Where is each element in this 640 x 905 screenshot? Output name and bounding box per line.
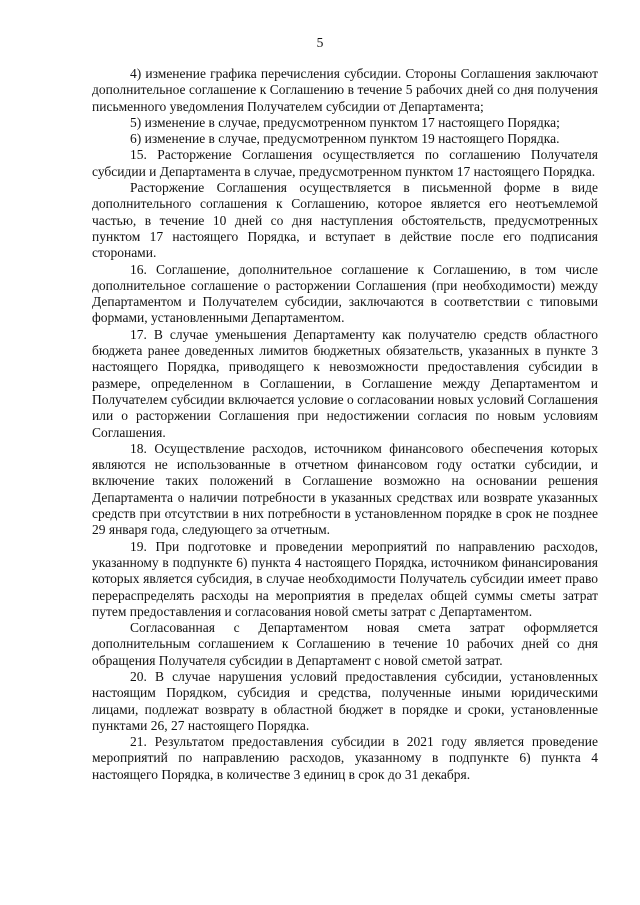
paragraph-15: 15. Расторжение Соглашения осуществляется по соглашению Получателя субсидии и Департамента в случае, предусмотренном пунктом 17 настоящего Порядка. (92, 147, 598, 179)
paragraph-item-6: 6) изменение в случае, предусмотренном пунктом 19 настоящего Порядка. (130, 131, 560, 147)
page-number: 5 (316, 35, 324, 50)
document-body (92, 66, 598, 783)
paragraph-18: 18. Осуществление расходов, источником финансового обеспечения которых являются не использованные в отчетном финансовом году остатки субсидии, и включение таких положений в Соглашение возможно на основании решения Департамента о наличии потребности в указанных средствах или возврате указанных средств при отсутствии в них потребности в установленном порядке в срок не позднее 29 января года, следующего за отчетным. (92, 440, 598, 538)
paragraph-15-continued: Расторжение Соглашения осуществляется в письменной форме в виде дополнительного соглашения к Соглашению, которое является его неотъемлемой частью, в течение 10 дней со дня наступления обстоятельств, предусмотренных пунктом 17 настоящего Порядка, и вступает в действие после его подписания сторонами. (92, 180, 598, 261)
paragraph-19: 19. При подготовке и проведении мероприятий по направлению расходов, указанному в подпункте 6) пункта 4 настоящего Порядка, источником финансирования которых является субсидия, в случае необходимости Получатель субсидии имеет право перераспределять расходы на мероприятия в пределах общей суммы сметы затрат путем предоставления и согласования новой сметы затрат с Департаментом. (92, 538, 598, 619)
paragraph-19-continued: Согласованная с Департаментом новая смета затрат оформляется дополнительным соглашением к Соглашению в течение 10 рабочих дней со дня обращения Получателя субсидии в Департамент с новой сметой затрат. (92, 620, 598, 668)
paragraph-item-4: 4) изменение графика перечисления субсидии. Стороны Соглашения заключают дополнительное соглашение к Соглашению в течение 5 рабочих дней со дня получения письменного уведомления Получателем субсидии от Департамента; (92, 66, 598, 114)
paragraph-17: 17. В случае уменьшения Департаменту как получателю средств областного бюджета ранее доведенных лимитов бюджетных обязательств, указанных в пункте 3 настоящего Порядка, приводящего к невозможности предоставления субсидии в размере, определенном в Соглашении, в Соглашение между Департаментом и Получателем субсидии включается условие о согласовании новых условий Соглашения или о расторжении Соглашения при недостижении согласия по новым условиям Соглашения. (92, 326, 598, 440)
paragraph-16: 16. Соглашение, дополнительное соглашение к Соглашению, в том числе дополнительное соглашение о расторжении Соглашения (при необходимости) между Департаментом и Получателем субсидии, заключаются в соответствии с типовыми формами, установленными Департаментом. (92, 261, 598, 326)
paragraph-item-5: 5) изменение в случае, предусмотренном пунктом 17 настоящего Порядка; (130, 114, 560, 130)
paragraph-21: 21. Результатом предоставления субсидии в 2021 году является проведение мероприятий по направлению расходов, указанному в подпункте 6) пункта 4 настоящего Порядка, в количестве 3 единиц в срок до 31 декабря. (92, 734, 598, 782)
paragraph-20: 20. В случае нарушения условий предоставления субсидии, установленных настоящим Порядком, субсидия и средства, полученные иными юридическими лицами, подлежат возврату в областной бюджет в порядке и сроки, установленные пунктами 26, 27 настоящего Порядка. (92, 668, 598, 733)
